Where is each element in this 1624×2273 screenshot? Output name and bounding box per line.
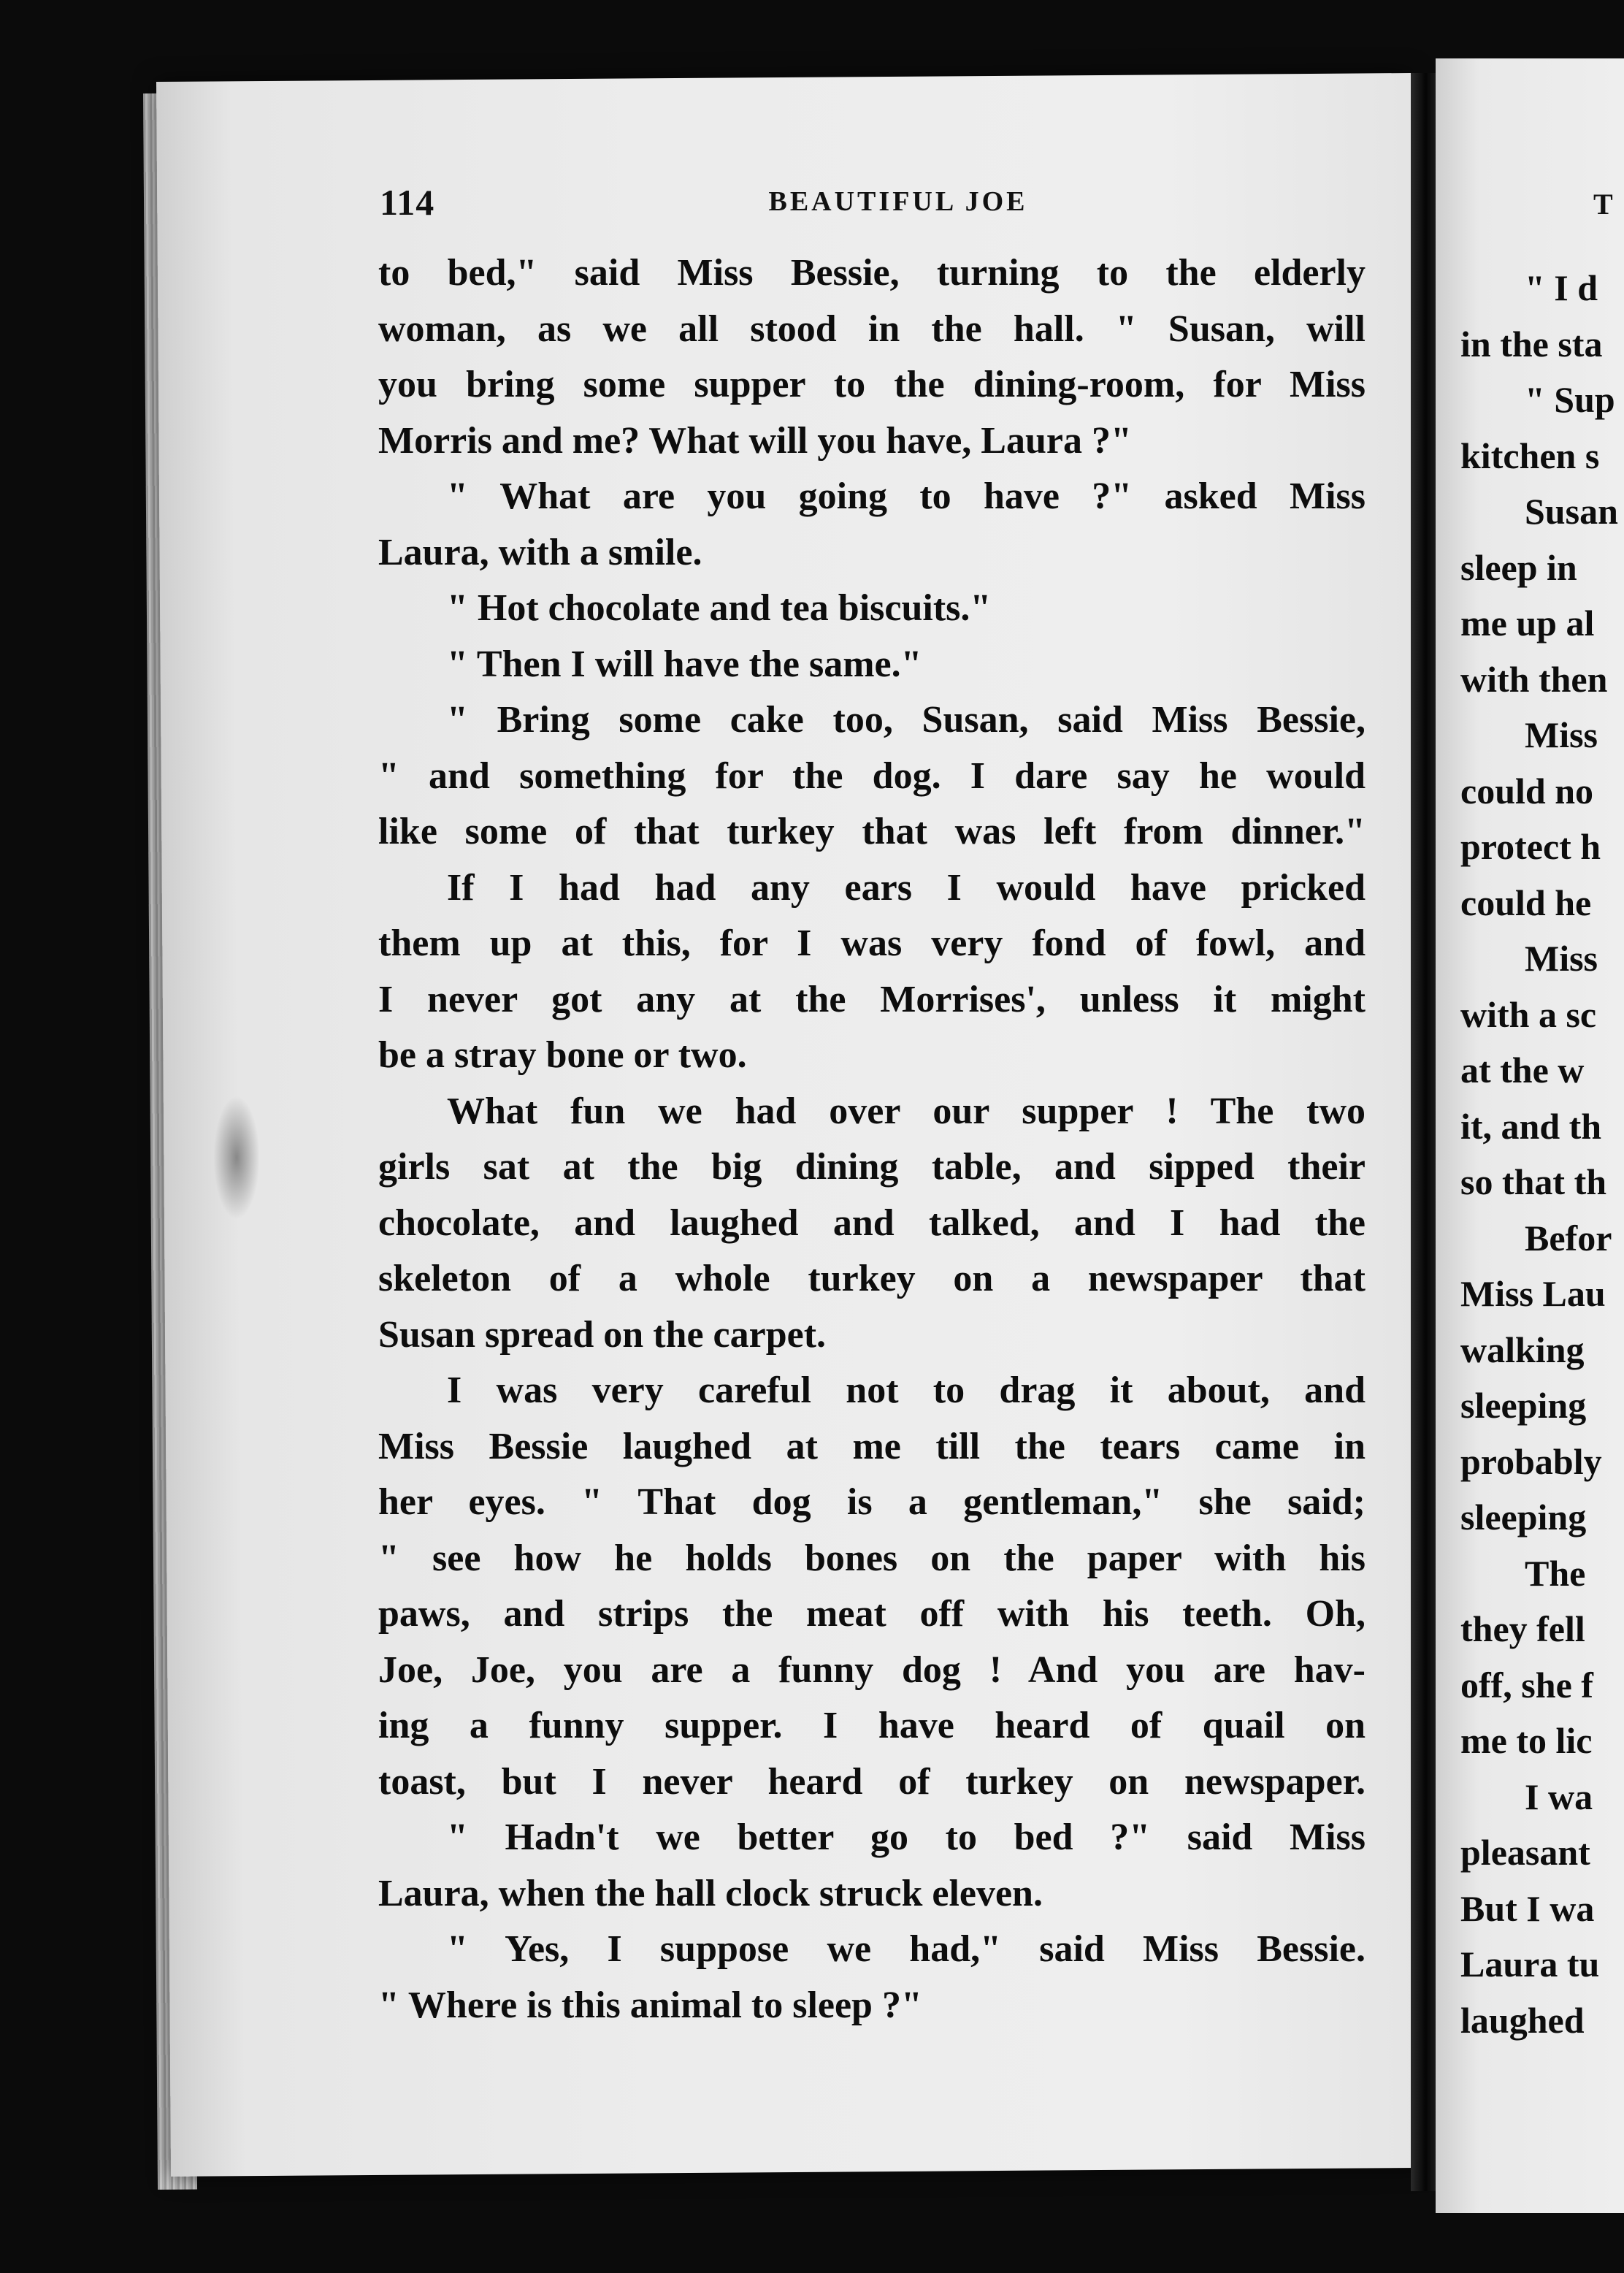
text-line: I wa <box>1525 1776 1593 1817</box>
text-line: woman, as we all stood in the hall. " Susan, will <box>378 307 1366 350</box>
text-line: me to lic <box>1460 1720 1593 1761</box>
text-line: Susan <box>1525 491 1618 532</box>
text-line: them up at this, for I was very fond of fowl, and <box>378 922 1366 964</box>
text-line: The <box>1525 1552 1586 1594</box>
text-line: be a stray bone or two. <box>378 1034 747 1076</box>
text-line: off, she f <box>1460 1664 1593 1705</box>
text-line: " Hadn't we better go to bed ?" said Miss <box>447 1817 1366 1858</box>
text-line: me up al <box>1460 603 1595 643</box>
text-line: in the sta <box>1460 323 1603 364</box>
left-page-body <box>378 245 1366 2033</box>
book-gutter <box>1411 73 1436 2191</box>
text-line: " and something for the dog. I dare say he would <box>378 755 1366 797</box>
running-head: BEAUTIFUL JOE <box>768 186 1028 217</box>
text-line: Laura tu <box>1460 1944 1600 1984</box>
text-line: " Hot chocolate and tea biscuits." <box>447 587 992 629</box>
text-line: like some of that turkey that was left from dinner." <box>378 811 1366 852</box>
page-number: 114 <box>380 182 435 223</box>
text-line: Miss Lau <box>1460 1273 1606 1314</box>
text-line: walking <box>1460 1329 1585 1370</box>
text-line: " Sup <box>1525 379 1615 420</box>
text-line: at the w <box>1460 1050 1585 1090</box>
text-line: Miss <box>1525 938 1598 979</box>
text-line: so that th <box>1460 1161 1607 1202</box>
text-line: could he <box>1460 882 1592 923</box>
text-line: What fun we had over our supper ! The two <box>447 1090 1366 1132</box>
text-line: sleep in <box>1460 546 1577 588</box>
text-line: paws, and strips the meat off with his teeth. Oh, <box>378 1593 1366 1635</box>
text-line: her eyes. " That dog is a gentleman," she said; <box>378 1481 1366 1523</box>
text-line: Miss <box>1525 714 1598 755</box>
text-line: Befor <box>1525 1217 1612 1258</box>
ink-smudge <box>213 1096 260 1220</box>
text-line: with then <box>1460 658 1608 700</box>
text-line: Laura, with a smile. <box>378 531 702 573</box>
text-line: " What are you going to have ?" asked Miss <box>447 475 1366 517</box>
page-header <box>380 181 1417 232</box>
right-running-head: T <box>1593 188 1615 221</box>
text-line: could no <box>1460 770 1594 811</box>
text-line: If I had had any ears I would have pricked <box>447 866 1366 909</box>
text-line: kitchen s <box>1460 435 1600 476</box>
text-line: " Where is this animal to sleep ?" <box>378 1984 922 2026</box>
text-line: Joe, Joe, you are a funny dog ! And you are hav- <box>378 1649 1366 1691</box>
text-line: girls sat at the big dining table, and sipped their <box>378 1146 1366 1188</box>
text-line: sleeping <box>1460 1385 1587 1426</box>
text-line: you bring some supper to the dining-room, for Miss <box>378 364 1366 405</box>
text-line: protect h <box>1460 826 1601 867</box>
text-line: " I d <box>1525 267 1598 308</box>
text-line: " Yes, I suppose we had," said Miss Bessie. <box>447 1928 1366 1970</box>
text-line: with a sc <box>1460 993 1597 1035</box>
text-line: laughed <box>1460 1999 1585 2041</box>
text-line: they fell <box>1460 1608 1585 1649</box>
text-line: sleeping <box>1460 1497 1587 1537</box>
text-line: to bed," said Miss Bessie, turning to the elderly <box>378 252 1366 294</box>
text-line: pleasant <box>1460 1832 1590 1873</box>
text-line: probably <box>1460 1440 1602 1482</box>
text-line: skeleton of a whole turkey on a newspaper that <box>378 1258 1366 1299</box>
text-line: But I wa <box>1460 1887 1595 1929</box>
text-line: " see how he holds bones on the paper with his <box>378 1537 1366 1579</box>
right-page-body <box>1460 260 1624 2048</box>
text-line: Susan spread on the carpet. <box>378 1313 827 1356</box>
text-line: it, and th <box>1460 1105 1602 1147</box>
text-line: ing a funny supper. I have heard of quail on <box>378 1705 1366 1746</box>
text-line: " Bring some cake too, Susan, said Miss Bessie, <box>447 699 1366 741</box>
text-line: toast, but I never heard of turkey on newspaper. <box>378 1760 1366 1803</box>
text-line: " Then I will have the same." <box>447 643 922 685</box>
text-line: Morris and me? What will you have, Laura ?" <box>378 419 1132 462</box>
text-line: Laura, when the hall clock struck eleven. <box>378 1872 1043 1914</box>
text-line: Miss Bessie laughed at me till the tears came in <box>378 1425 1366 1467</box>
text-line: I was very careful not to drag it about, and <box>447 1369 1366 1411</box>
text-line: chocolate, and laughed and talked, and I had the <box>378 1202 1366 1244</box>
text-line: I never got any at the Morrises', unless it might <box>378 978 1366 1020</box>
